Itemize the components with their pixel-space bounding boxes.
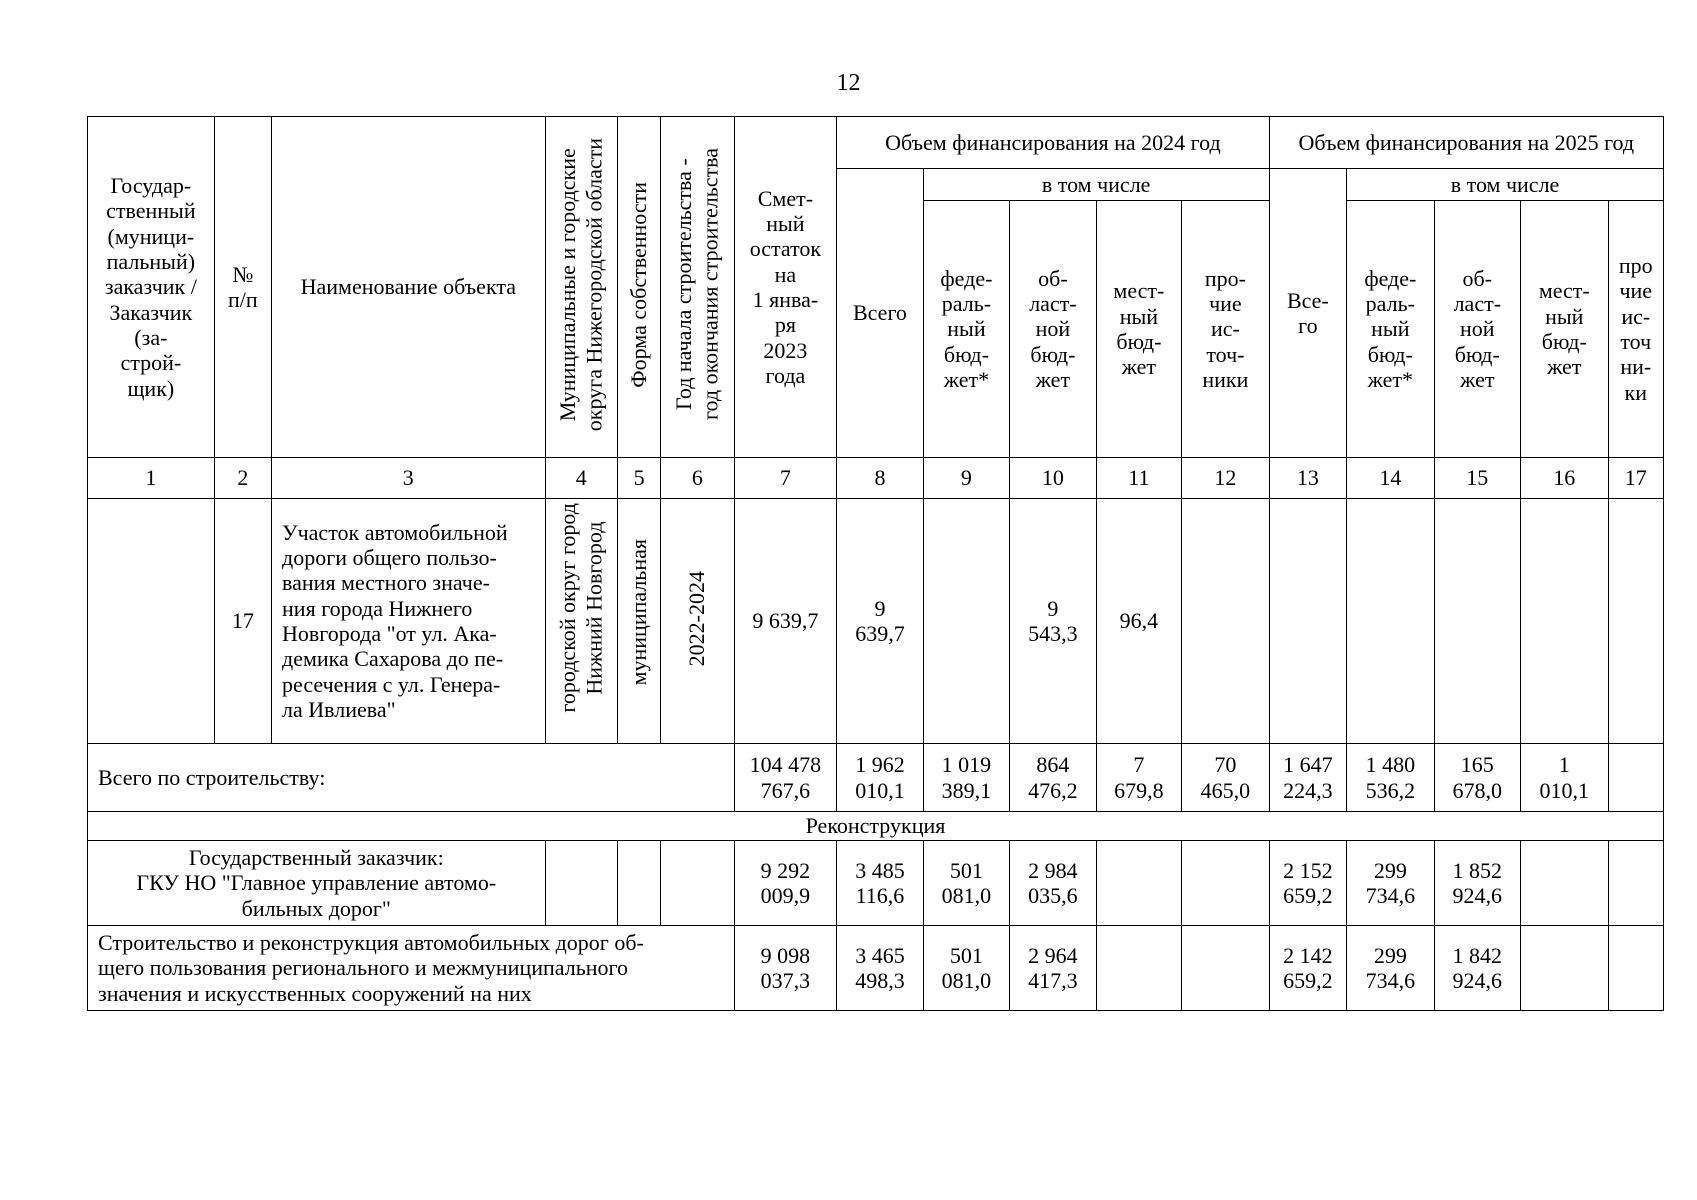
header-fin-2025: Объем финансирования на 2025 год bbox=[1269, 117, 1663, 169]
header-regional-2025: об- ласт- ной бюд- жет bbox=[1434, 201, 1520, 458]
row17-num: 17 bbox=[214, 499, 271, 744]
row17-municipal-text: городской округ город Нижний Новгород bbox=[554, 503, 607, 713]
header-ownership bbox=[617, 117, 660, 458]
gov-customer-empty bbox=[545, 841, 617, 926]
header-local-2024: мест- ный бюд- жет bbox=[1096, 201, 1181, 458]
total-other-2024: 70 465,0 bbox=[1182, 744, 1270, 812]
header-years-text: Год начала строительства - год окончания строительства bbox=[671, 148, 723, 421]
header-row-1 bbox=[88, 117, 1664, 169]
row17-regional-2024: 9 543,3 bbox=[1010, 499, 1096, 744]
column-number: 6 bbox=[661, 458, 734, 499]
header-federal-2025: феде- раль- ный бюд- жет* bbox=[1347, 201, 1434, 458]
header-years bbox=[661, 117, 734, 458]
build-local-2025 bbox=[1521, 926, 1608, 1011]
header-regional-2024: об- ласт- ной бюд- жет bbox=[1010, 201, 1096, 458]
build-regional-2024: 2 964 417,3 bbox=[1010, 926, 1096, 1011]
column-number: 9 bbox=[923, 458, 1009, 499]
total-other-2025 bbox=[1608, 744, 1663, 812]
build-regional-2025: 1 842 924,6 bbox=[1434, 926, 1520, 1011]
build-reconstruct-label: Строительство и реконструкция автомобильных дорог об- щего пользования регионального и межмуниципального значения и искусственных сооружений на них bbox=[88, 926, 735, 1011]
build-total-2024: 3 465 498,3 bbox=[837, 926, 923, 1011]
header-other-2024: про- чие ис- точ- ники bbox=[1182, 201, 1270, 458]
row17-object-name: Участок автомобильной дороги общего пользо- вания местного значе- ния города Нижнего Новгорода "от ул. Ака- демика Сахарова до пе- ресечения с ул. Генера- ла Ивлиева" bbox=[272, 499, 546, 744]
row17-federal-2025 bbox=[1347, 499, 1434, 744]
gov-other-2024 bbox=[1182, 841, 1270, 926]
total-construction-label: Всего по строительству: bbox=[88, 744, 735, 812]
row17-other-2024 bbox=[1182, 499, 1270, 744]
total-federal-2024: 1 019 389,1 bbox=[923, 744, 1009, 812]
row17-estimate: 9 639,7 bbox=[734, 499, 837, 744]
header-incl-2024: в том числе bbox=[923, 169, 1269, 201]
header-total-2024: Всего bbox=[837, 169, 923, 458]
gov-regional-2024: 2 984 035,6 bbox=[1010, 841, 1096, 926]
row17-federal-2024 bbox=[923, 499, 1009, 744]
column-number: 11 bbox=[1096, 458, 1181, 499]
gov-customer-empty bbox=[661, 841, 734, 926]
gov-customer-row bbox=[88, 841, 1664, 926]
total-estimate: 104 478 767,6 bbox=[734, 744, 837, 812]
header-local-2025: мест- ный бюд- жет bbox=[1521, 201, 1608, 458]
gov-total-2025: 2 152 659,2 bbox=[1269, 841, 1346, 926]
header-municipal-text: Муниципальные и городские округа Нижегородской области bbox=[554, 137, 607, 431]
gov-customer-label: Государственный заказчик: ГКУ НО "Главное управление автомо- бильных дорог" bbox=[88, 841, 546, 926]
column-number: 10 bbox=[1010, 458, 1096, 499]
page-number: 12 bbox=[836, 70, 861, 96]
column-number: 14 bbox=[1347, 458, 1434, 499]
row17-local-2025 bbox=[1521, 499, 1608, 744]
header-incl-2025: в том числе bbox=[1347, 169, 1664, 201]
column-number: 5 bbox=[617, 458, 660, 499]
row17-total-2024: 9 639,7 bbox=[837, 499, 923, 744]
row17-years-text: 2022-2024 bbox=[684, 570, 710, 667]
build-total-2025: 2 142 659,2 bbox=[1269, 926, 1346, 1011]
header-total-2025: Все- го bbox=[1269, 169, 1346, 458]
gov-local-2025 bbox=[1521, 841, 1608, 926]
row17-customer bbox=[88, 499, 215, 744]
header-customer: Государ- ственный (муници- пальный) заказчик / Заказчик (за- строй- щик) bbox=[88, 117, 215, 458]
row17-local-2024: 96,4 bbox=[1096, 499, 1181, 744]
gov-federal-2024: 501 081,0 bbox=[923, 841, 1009, 926]
gov-customer-empty bbox=[617, 841, 660, 926]
column-number: 3 bbox=[272, 458, 546, 499]
row17-total-2025 bbox=[1269, 499, 1346, 744]
column-number: 17 bbox=[1608, 458, 1663, 499]
header-ownership-text: Форма собственности bbox=[625, 181, 651, 388]
gov-estimate: 9 292 009,9 bbox=[734, 841, 837, 926]
row17-years bbox=[661, 499, 734, 744]
column-number: 7 bbox=[734, 458, 837, 499]
row17-ownership-text: муниципальная bbox=[625, 539, 651, 686]
column-number: 8 bbox=[837, 458, 923, 499]
gov-regional-2025: 1 852 924,6 bbox=[1434, 841, 1520, 926]
gov-federal-2025: 299 734,6 bbox=[1347, 841, 1434, 926]
build-reconstruct-row bbox=[88, 926, 1664, 1011]
header-federal-2024: феде- раль- ный бюд- жет* bbox=[923, 201, 1009, 458]
build-estimate: 9 098 037,3 bbox=[734, 926, 837, 1011]
column-number: 13 bbox=[1269, 458, 1346, 499]
table-row-17 bbox=[88, 499, 1664, 744]
column-number: 2 bbox=[214, 458, 271, 499]
row17-municipal bbox=[545, 499, 617, 744]
total-total-2024: 1 962 010,1 bbox=[837, 744, 923, 812]
total-federal-2025: 1 480 536,2 bbox=[1347, 744, 1434, 812]
column-number: 4 bbox=[545, 458, 617, 499]
column-number: 16 bbox=[1521, 458, 1608, 499]
total-regional-2025: 165 678,0 bbox=[1434, 744, 1520, 812]
build-local-2024 bbox=[1096, 926, 1181, 1011]
header-estimate: Смет- ный остаток на 1 янва- ря 2023 года bbox=[734, 117, 837, 458]
build-federal-2025: 299 734,6 bbox=[1347, 926, 1434, 1011]
header-municipal bbox=[545, 117, 617, 458]
gov-total-2024: 3 485 116,6 bbox=[837, 841, 923, 926]
column-number: 12 bbox=[1182, 458, 1270, 499]
column-number: 1 bbox=[88, 458, 215, 499]
total-local-2025: 1 010,1 bbox=[1521, 744, 1608, 812]
header-fin-2024: Объем финансирования на 2024 год bbox=[837, 117, 1269, 169]
build-other-2024 bbox=[1182, 926, 1270, 1011]
total-local-2024: 7 679,8 bbox=[1096, 744, 1181, 812]
header-object-name: Наименование объекта bbox=[272, 117, 546, 458]
gov-other-2025 bbox=[1608, 841, 1663, 926]
row17-other-2025 bbox=[1608, 499, 1663, 744]
gov-local-2024 bbox=[1096, 841, 1181, 926]
header-other-2025: про чие ис- точ ни- ки bbox=[1608, 201, 1663, 458]
header-num: № п/п bbox=[214, 117, 271, 458]
build-other-2025 bbox=[1608, 926, 1663, 1011]
column-number: 15 bbox=[1434, 458, 1520, 499]
section-row bbox=[88, 812, 1664, 841]
total-construction-row bbox=[88, 744, 1664, 812]
financing-table bbox=[87, 116, 1664, 1011]
build-federal-2024: 501 081,0 bbox=[923, 926, 1009, 1011]
total-total-2025: 1 647 224,3 bbox=[1269, 744, 1346, 812]
section-title: Реконструкция bbox=[88, 812, 1664, 841]
total-regional-2024: 864 476,2 bbox=[1010, 744, 1096, 812]
column-number-row bbox=[88, 458, 1664, 499]
row17-regional-2025 bbox=[1434, 499, 1520, 744]
row17-ownership bbox=[617, 499, 660, 744]
